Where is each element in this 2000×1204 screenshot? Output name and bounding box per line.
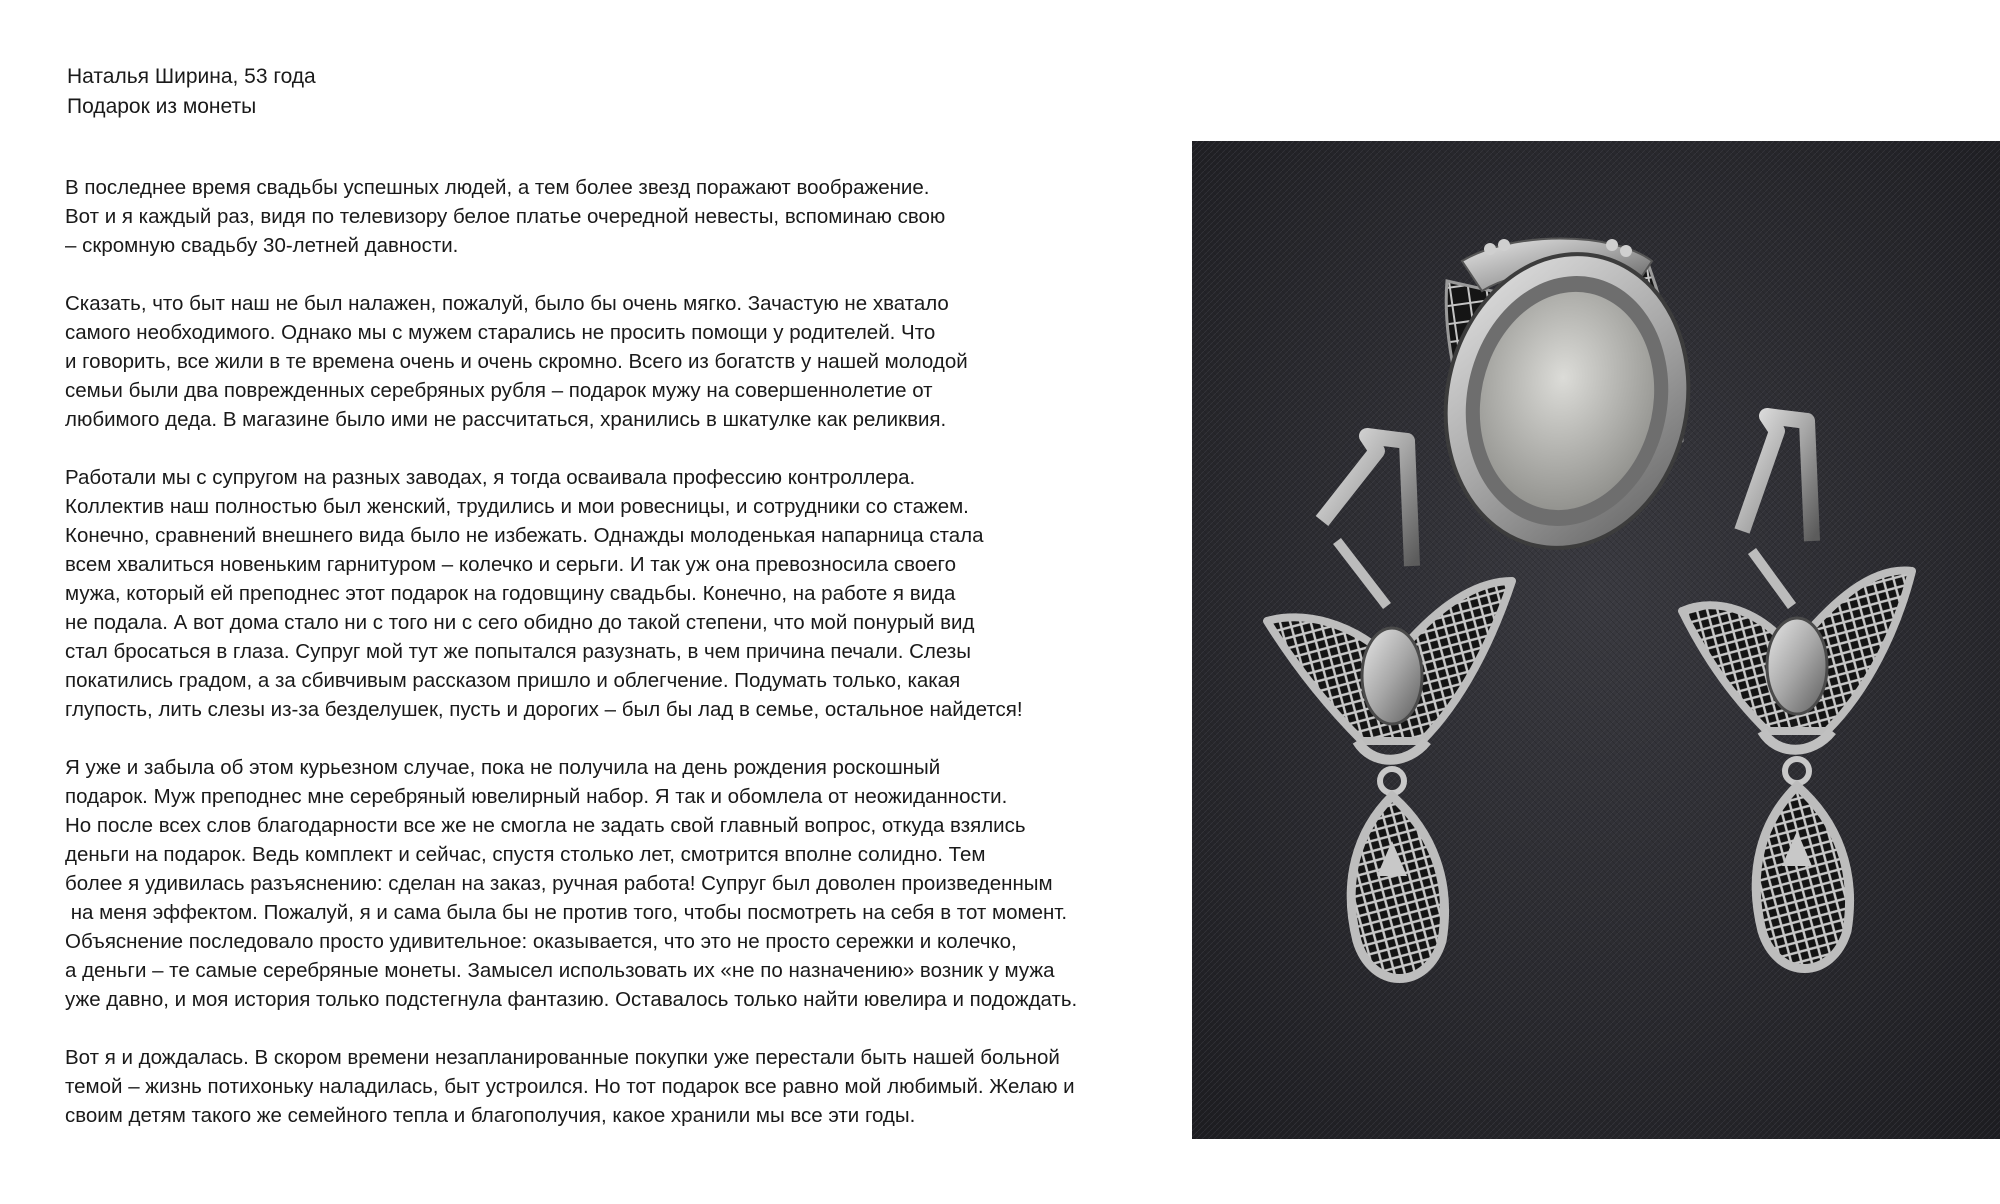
article-title: Подарок из монеты xyxy=(67,95,257,118)
text-line: на меня эффектом. Пожалуй, я и сама была бы не против того, чтобы посмотреть на себя в тот момент. xyxy=(65,901,1068,924)
text-line: а деньги – те самые серебряные монеты. Замысел использовать их «не по назначению» возник у мужа xyxy=(65,959,1055,982)
text-line: семьи были два поврежденных серебряных рубля – подарок мужу на совершеннолетие от xyxy=(65,379,933,402)
text-line: своим детям такого же семейного тепла и благополучия, какое хранили мы все эти годы. xyxy=(65,1104,916,1127)
text-line: Конечно, сравнений внешнего вида было не избежать. Однажды молоденькая напарница стала xyxy=(65,524,984,547)
text-line: более я удивилась разъяснению: сделан на заказ, ручная работа! Супруг был доволен произведенным xyxy=(65,872,1053,895)
text-line: уже давно, и моя история только подстегнула фантазию. Оставалось только найти ювелира и подождать. xyxy=(65,988,1078,1011)
text-line: Я уже и забыла об этом курьезном случае, пока не получила на день рождения роскошный xyxy=(65,756,941,779)
text-line: Работали мы с супругом на разных заводах, я тогда осваивала профессию контроллера. xyxy=(65,466,916,489)
text-line: глупость, лить слезы из-за безделушек, пусть и дорогих – был бы лад в семье, остальное найдется! xyxy=(65,698,1023,721)
text-line: Коллектив наш полностью был женский, трудились и мои ровесницы, и сотрудники со стажем. xyxy=(65,495,969,518)
text-line: и говорить, все жили в те времена очень и очень скромно. Всего из богатств у нашей молодой xyxy=(65,350,968,373)
text-line: темой – жизнь потихоньку наладилась, быт устроился. Но тот подарок все равно мой любимый. Желаю и xyxy=(65,1075,1075,1098)
text-line: В последнее время свадьбы успешных людей, а тем более звезд поражают воображение. xyxy=(65,176,930,199)
text-line: – скромную свадьбу 30-летней давности. xyxy=(65,234,459,257)
text-line: Вот и я каждый раз, видя по телевизору белое платье очередной невесты, вспоминаю свою xyxy=(65,205,946,228)
paragraph-4 xyxy=(65,753,1175,1014)
author-line: Наталья Ширина, 53 года xyxy=(67,65,316,88)
text-line: Сказать, что быт наш не был налажен, пожалуй, было бы очень мягко. Зачастую не хватало xyxy=(65,292,949,315)
text-line: не подала. А вот дома стало ни с того ни с сего обидно до такой степени, что мой понурый вид xyxy=(65,611,975,634)
text-line: покатились градом, а за сбивчивым рассказом пришло и облегчение. Подумать только, какая xyxy=(65,669,961,692)
text-line: мужа, который ей преподнес этот подарок на годовщину свадьбы. Конечно, на работе я вида xyxy=(65,582,956,605)
paragraph-3 xyxy=(65,463,1175,724)
text-line: всем хвалиться новеньким гарнитуром – колечко и серьги. И так уж она превозносила своего xyxy=(65,553,956,576)
jewelry-photo xyxy=(1192,141,2000,1139)
text-line: Но после всех слов благодарности все же не смогла не задать свой главный вопрос, откуда взялись xyxy=(65,814,1026,837)
paragraph-5 xyxy=(65,1043,1175,1130)
text-line: стал бросаться в глаза. Супруг мой тут же попытался разузнать, в чем причина печали. Слезы xyxy=(65,640,971,663)
text-line: Объяснение последовало просто удивительное: оказывается, что это не просто сережки и колечко, xyxy=(65,930,1017,953)
text-line: деньги на подарок. Ведь комплект и сейчас, спустя столько лет, смотрится вполне солидно. Тем xyxy=(65,843,986,866)
article-header xyxy=(67,62,316,122)
text-line: самого необходимого. Однако мы с мужем старались не просить помощи у родителей. Что xyxy=(65,321,936,344)
text-line: Вот я и дождалась. В скором времени незапланированные покупки уже перестали быть нашей больной xyxy=(65,1046,1060,1069)
jewelry-illustration xyxy=(1192,141,2000,1139)
paragraph-2 xyxy=(65,289,1175,434)
text-line: подарок. Муж преподнес мне серебряный ювелирный набор. Я так и обомлела от неожиданности. xyxy=(65,785,1008,808)
paragraph-1 xyxy=(65,173,1175,260)
article-body xyxy=(65,173,1175,1159)
text-line: любимого деда. В магазине было ими не рассчитаться, хранились в шкатулке как реликвия. xyxy=(65,408,947,431)
